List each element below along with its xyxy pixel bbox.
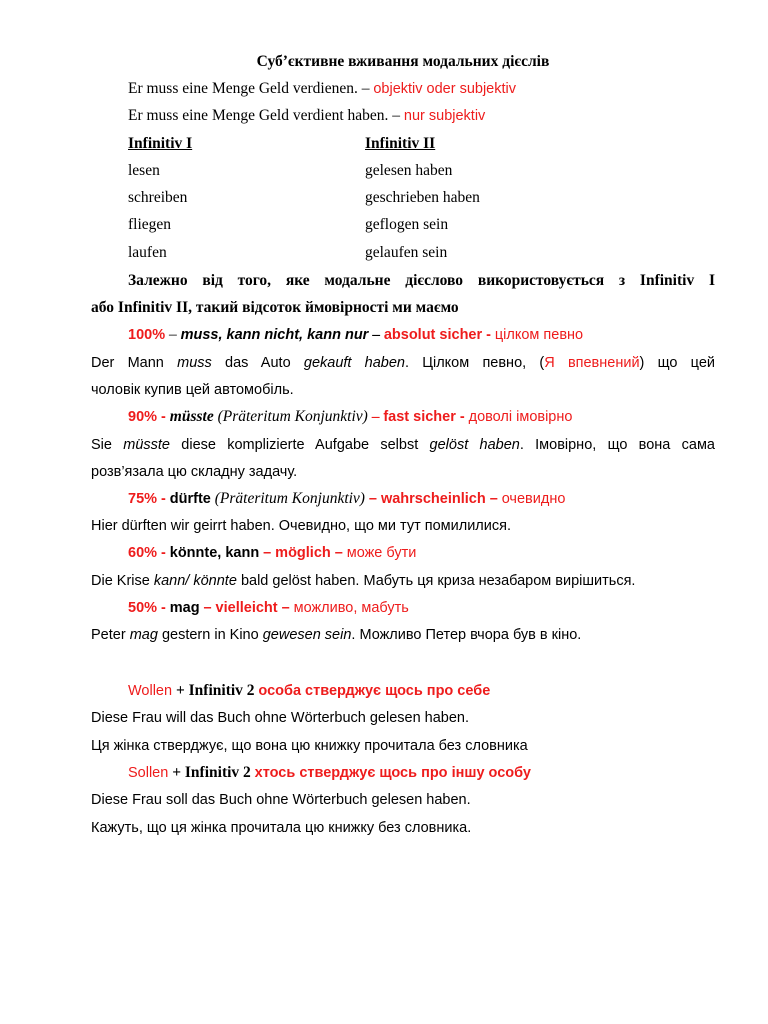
modal-verb: dürfte — [169, 491, 211, 507]
example-part: Der Mann — [91, 355, 164, 371]
sollen-example-de: Diese Frau soll das Buch ohne Wörterbuch gelesen haben. — [91, 792, 471, 808]
intro-line-1: Залежно від того, яке модальне дієслово використовується з Infinitiv I — [128, 272, 715, 289]
example-part: Die Krise — [91, 573, 150, 589]
level-100-heading — [128, 325, 728, 345]
example-infinitive: gewesen sein — [262, 627, 352, 643]
modal-verb: mag — [169, 600, 200, 616]
modal-verb: Sollen — [128, 765, 169, 781]
meaning: особа стверджує щось про себе — [258, 683, 491, 699]
header-infinitiv-1: Infinitiv I — [128, 135, 193, 152]
level-90-heading — [128, 407, 728, 427]
ukrainian-meaning: може бути — [346, 545, 417, 561]
example-part: das Auto — [225, 355, 291, 371]
example-part: . Імовірно, що вона сама — [519, 437, 715, 453]
example-text: Er muss eine Menge Geld verdient haben. – — [128, 107, 401, 124]
example-part: . Цілком певно, ( — [405, 355, 545, 371]
example-objective — [128, 79, 728, 99]
percent-label: 50% - — [128, 600, 166, 616]
example-modal: kann/ könnte — [153, 573, 237, 589]
table-cell: geflogen sein — [365, 216, 449, 233]
example-part: bald gelöst haben. Мабуть ця криза незабаром вирішиться. — [240, 573, 636, 589]
level-100-example-line-1 — [91, 353, 715, 373]
example-part: Sie — [91, 437, 112, 453]
level-50-heading — [128, 598, 728, 618]
example-text: Er muss eine Menge Geld verdienen. – — [128, 80, 370, 97]
example-modal: müsste — [123, 437, 170, 453]
table-cell: gelaufen sein — [365, 244, 448, 261]
infinitive-note: + Infinitiv 2 — [175, 682, 255, 699]
table-cell: schreiben — [128, 189, 188, 206]
wollen-heading — [128, 681, 728, 701]
level-100-example-line-2: чоловік купив цей автомобіль. — [91, 382, 294, 398]
percent-label: 75% - — [128, 491, 166, 507]
example-part: Peter — [91, 627, 126, 643]
tense-note: (Präteritum Konjunktiv) — [214, 490, 365, 507]
german-meaning: – möglich – — [263, 545, 343, 561]
german-meaning: fast sicher - — [383, 409, 465, 425]
level-60-heading — [128, 543, 728, 563]
table-row — [0, 161, 768, 181]
level-50-example — [91, 625, 715, 645]
example-part: gestern in Kino — [161, 627, 259, 643]
example-part: diese komplizierte Aufgabe selbst — [181, 437, 419, 453]
example-part: . Можливо Петер вчора був в кіно. — [351, 627, 582, 643]
example-infinitive: gekauft haben — [303, 355, 405, 371]
modal-verbs: muss, kann nicht, kann nur — [180, 327, 369, 343]
table-row — [0, 243, 768, 263]
sollen-heading — [128, 763, 728, 783]
level-60-example — [91, 571, 715, 591]
ukrainian-meaning: доволі імовірно — [468, 409, 573, 425]
dash: – — [371, 408, 380, 425]
example-part: ) що цей — [639, 355, 715, 371]
header-infinitiv-2: Infinitiv II — [365, 135, 436, 152]
example-modal: mag — [129, 627, 158, 643]
example-note: objektiv oder subjektiv — [373, 81, 517, 97]
ukrainian-meaning: можливо, мабуть — [293, 600, 409, 616]
infinitive-note: + Infinitiv 2 — [172, 764, 251, 781]
modal-verb: müsste — [169, 408, 214, 425]
example-infinitive: gelöst haben — [429, 437, 520, 453]
meaning: хтось стверджує щось про іншу особу — [254, 765, 531, 781]
german-meaning: absolut sicher - — [383, 327, 491, 343]
percent-label: 100% — [128, 327, 166, 343]
table-cell: geschrieben haben — [365, 189, 480, 206]
infinitive-table-header — [0, 134, 768, 154]
modal-verb: Wollen — [128, 683, 173, 699]
intro-line-2: або Infinitiv II, такий відсоток ймовірності ми маємо — [91, 299, 459, 316]
page-title: Суб’єктивне вживання модальних дієслів — [256, 53, 550, 70]
percent-label: 90% - — [128, 409, 166, 425]
sollen-example-uk: Кажуть, що ця жінка прочитала цю книжку без словника. — [91, 820, 472, 836]
level-75-example: Hier dürften wir geirrt haben. Очевидно, що ми тут помилилися. — [91, 518, 511, 534]
wollen-example-uk: Ця жінка стверджує, що вона цю книжку прочитала без словника — [91, 738, 528, 754]
table-cell: gelesen haben — [365, 162, 453, 179]
example-subjective — [128, 106, 728, 126]
german-meaning: – vielleicht – — [203, 600, 290, 616]
level-90-example-line-2: розв’язала цю складну задачу. — [91, 464, 298, 480]
dash: – — [372, 326, 380, 343]
table-cell: lesen — [128, 162, 160, 179]
table-row — [0, 215, 768, 235]
table-cell: laufen — [128, 244, 167, 261]
ukrainian-meaning: цілком певно — [494, 327, 584, 343]
table-cell: fliegen — [128, 216, 172, 233]
ukrainian-meaning: очевидно — [501, 491, 566, 507]
modal-verbs: könnte, kann — [169, 545, 260, 561]
level-75-heading — [128, 489, 728, 509]
dash: – — [168, 326, 177, 343]
example-note: nur subjektiv — [403, 108, 486, 124]
level-90-example-line-1 — [91, 435, 715, 455]
example-modal: muss — [177, 355, 212, 371]
table-row — [0, 188, 768, 208]
example-highlight: Я впевнений — [544, 355, 640, 371]
wollen-example-de: Diese Frau will das Buch ohne Wörterbuch gelesen haben. — [91, 710, 470, 726]
german-meaning: – wahrscheinlich – — [368, 491, 498, 507]
tense-note: (Präteritum Konjunktiv) — [217, 408, 368, 425]
percent-label: 60% - — [128, 545, 166, 561]
